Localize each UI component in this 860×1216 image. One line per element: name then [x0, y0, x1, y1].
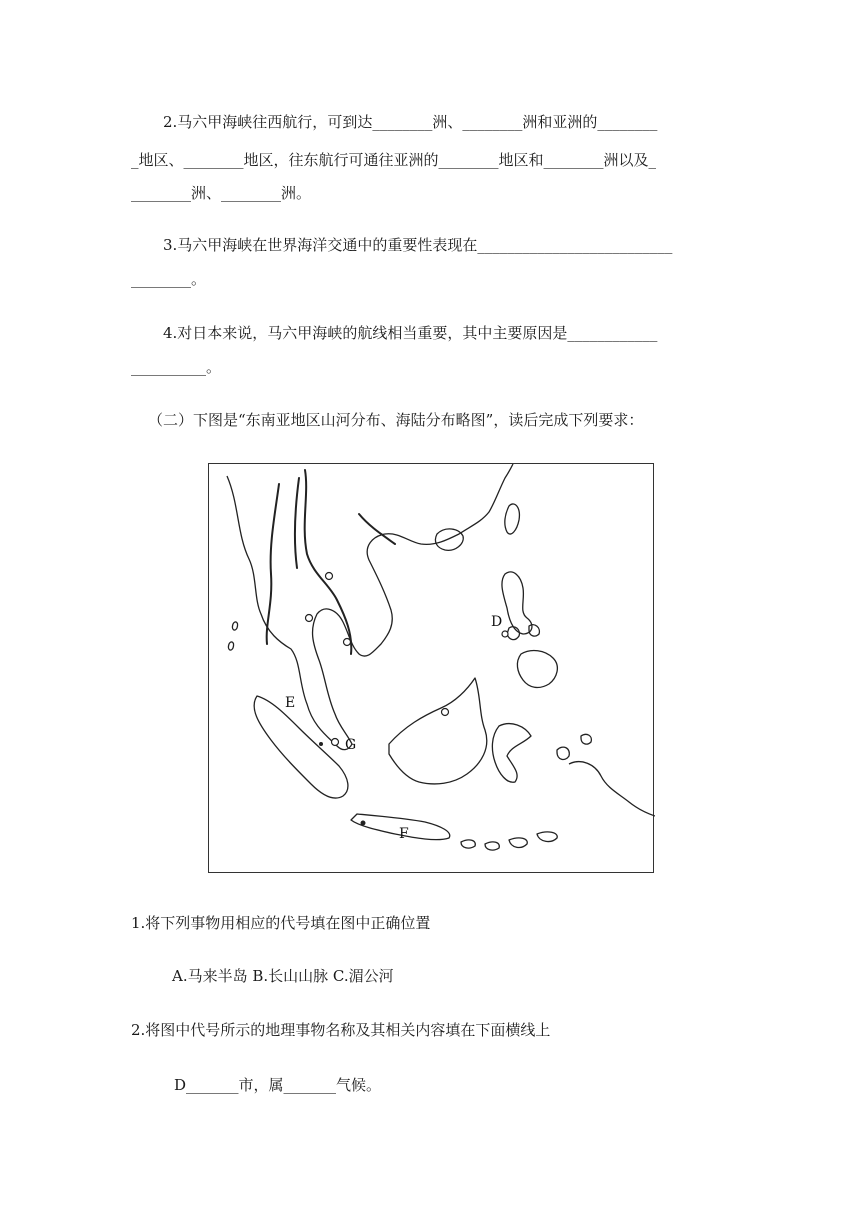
section2-q2-blank: D_______市，属_______气候。	[174, 1076, 382, 1094]
section2-q1-options: A.马来半岛 B.长山山脉 C.湄公河	[172, 967, 394, 985]
sulawesi-island	[492, 724, 531, 783]
map-label-f: F	[399, 826, 409, 842]
section2-heading: （二）下图是“东南亚地区山河分布、海陆分布略图”，读后完成下列要求：	[148, 411, 644, 429]
salween-river	[295, 478, 299, 568]
hainan-island	[435, 529, 463, 550]
city-dot-filled	[361, 821, 366, 826]
city-dot	[442, 709, 449, 716]
map-outline-drawing	[209, 464, 655, 874]
luzon-island	[502, 572, 532, 634]
city-dot	[332, 739, 339, 746]
mindanao-island	[517, 651, 557, 688]
q3-line-2: ________。	[131, 270, 207, 288]
irrawaddy-river	[267, 484, 279, 644]
q2-line-1: 2.马六甲海峡往西航行，可到达________洲、________洲和亚洲的________	[163, 113, 658, 131]
section2-q2: 2.将图中代号所示的地理事物名称及其相关内容填在下面横线上	[131, 1021, 551, 1039]
city-dot	[326, 573, 333, 580]
city-dot	[502, 631, 508, 637]
q4-line-2: __________。	[131, 358, 222, 376]
city-dot-filled	[319, 742, 323, 746]
city-dot	[344, 639, 351, 646]
map-label-d: D	[491, 614, 503, 630]
red-river	[359, 514, 395, 544]
q3-line-1: 3.马六甲海峡在世界海洋交通中的重要性表现在__________________________	[163, 236, 673, 254]
map-label-e: E	[285, 695, 296, 711]
section2-q1: 1.将下列事物用相应的代号填在图中正确位置	[131, 914, 431, 932]
southeast-asia-map	[208, 463, 654, 873]
city-dot	[306, 615, 313, 622]
map-label-g: G	[345, 737, 357, 753]
taiwan-island	[505, 504, 520, 534]
q2-line-2: _地区、________地区，往东航行可通往亚洲的________地区和________洲以及_	[131, 151, 657, 169]
q4-line-1: 4.对日本来说，马六甲海峡的航线相当重要，其中主要原因是____________	[163, 324, 658, 342]
q2-line-3: ________洲、________洲。	[131, 184, 312, 202]
borneo-island	[389, 678, 487, 784]
